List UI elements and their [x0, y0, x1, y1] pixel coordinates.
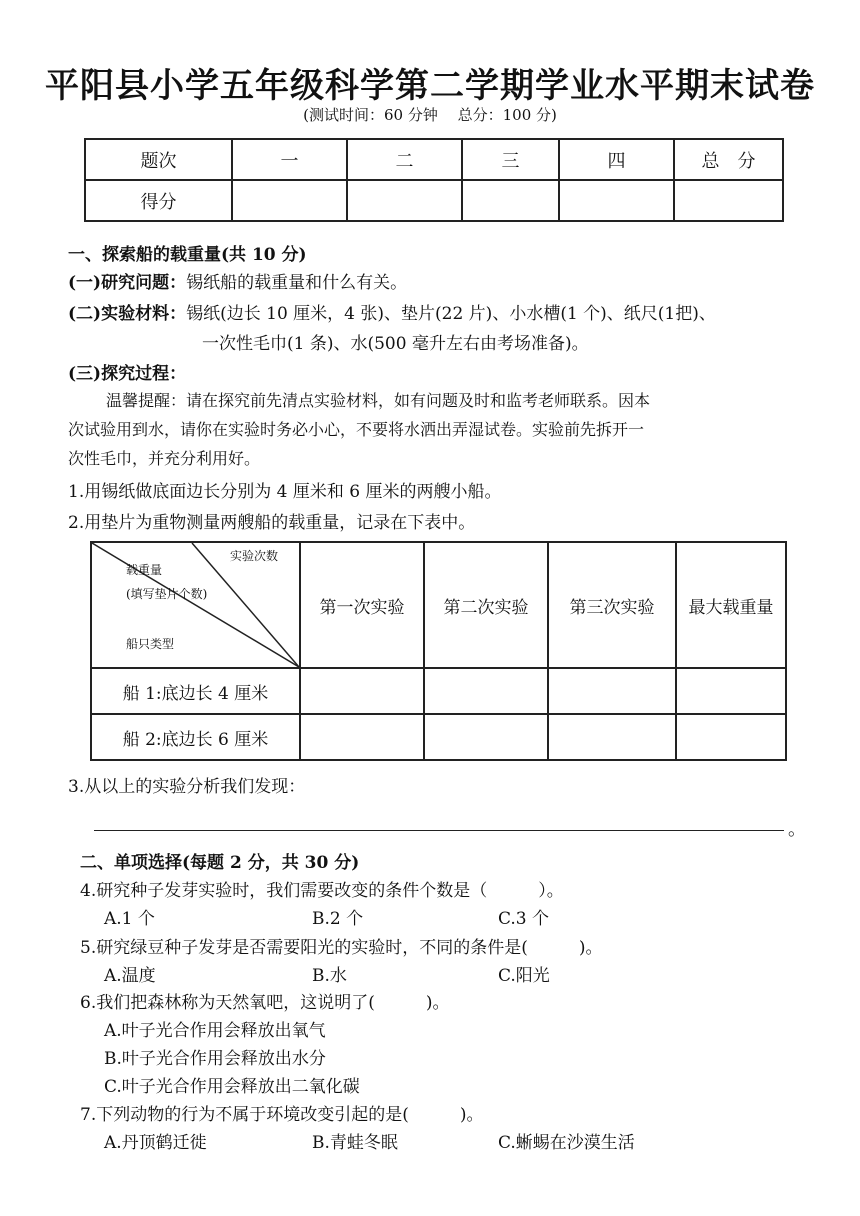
experiment-row [91, 714, 786, 760]
data-cell[interactable] [548, 668, 676, 714]
score-cell[interactable] [674, 180, 783, 221]
data-cell[interactable] [300, 668, 424, 714]
score-header-cell: 四 [559, 139, 674, 180]
q7-option-c[interactable]: C.蜥蜴在沙漠生活 [498, 1133, 635, 1153]
q6-option-a[interactable]: A.叶子光合作用会释放出氧气 [104, 1021, 326, 1041]
col-header: 第三次实验 [548, 542, 676, 668]
score-header-cell: 三 [462, 139, 559, 180]
data-cell[interactable] [676, 668, 786, 714]
diag-label-boat: 船只类型 [126, 637, 175, 651]
q7-option-a[interactable]: A.丹顶鹤迁徙 [104, 1133, 207, 1153]
experiment-header-row [91, 542, 786, 668]
q4-option-a[interactable]: A.1 个 [104, 909, 155, 929]
q6-option-b[interactable]: B.叶子光合作用会释放出水分 [104, 1049, 326, 1069]
exam-subtitle: (测试时间：60 分钟 总分：100 分) [303, 106, 557, 124]
score-cell[interactable] [347, 180, 462, 221]
q4-option-c[interactable]: C.3 个 [498, 909, 550, 929]
col-header: 第二次实验 [424, 542, 548, 668]
score-table [84, 138, 784, 222]
score-header-cell: 一 [232, 139, 347, 180]
q5-option-c[interactable]: C.阳光 [498, 966, 550, 986]
data-cell[interactable] [424, 668, 548, 714]
step-1: 1.用锡纸做底面边长分别为 4 厘米和 6 厘米的两艘小船。 [68, 482, 502, 502]
data-cell[interactable] [676, 714, 786, 760]
score-cell[interactable] [232, 180, 347, 221]
score-header-cell: 总 分 [674, 139, 783, 180]
q4-option-b[interactable]: B.2 个 [312, 909, 364, 929]
tip-line-3: 次性毛巾，并充分利用好。 [68, 449, 261, 468]
step-2: 2.用垫片为重物测量两艘船的载重量，记录在下表中。 [68, 513, 476, 533]
data-cell[interactable] [300, 714, 424, 760]
answer-end-mark: 。 [788, 819, 806, 840]
col-header: 最大载重量 [676, 542, 786, 668]
col-header: 第一次实验 [300, 542, 424, 668]
row-label: 船 1:底边长 4 厘米 [91, 668, 300, 714]
score-cell[interactable] [462, 180, 559, 221]
question-7: 7.下列动物的行为不属于环境改变引起的是( )。 [80, 1105, 484, 1125]
score-header-row [85, 139, 783, 180]
section2-heading: 二、单项选择(每题 2 分，共 30 分) [80, 853, 360, 873]
score-header-cell: 题次 [85, 139, 232, 180]
question-6: 6.我们把森林称为天然氧吧，这说明了( )。 [80, 993, 450, 1013]
score-header-cell: 二 [347, 139, 462, 180]
question-4: 4.研究种子发芽实验时，我们需要改变的条件个数是（ ）。 [80, 881, 564, 901]
step-3: 3.从以上的实验分析我们发现： [68, 777, 306, 797]
experiment-table [90, 541, 787, 761]
diag-label-fill: (填写垫片个数) [126, 587, 208, 601]
tip-line-2: 次试验用到水，请你在实验时务必小心，不要将水洒出弄湿试卷。实验前先拆开一 [68, 420, 645, 439]
diag-label-trials: 实验次数 [230, 549, 279, 563]
materials [68, 299, 716, 324]
exam-title: 平阳县小学五年级科学第二学期学业水平期末试卷 [45, 66, 815, 106]
diag-label-load: 载重量 [126, 563, 163, 577]
score-row-label: 得分 [85, 180, 232, 221]
q6-option-c[interactable]: C.叶子光合作用会释放出二氧化碳 [104, 1077, 360, 1097]
question-5: 5.研究绿豆种子发芽是否需要阳光的实验时，不同的条件是( )。 [80, 938, 603, 958]
answer-line[interactable] [94, 830, 784, 831]
q7-option-b[interactable]: B.青蛙冬眠 [312, 1133, 398, 1153]
data-cell[interactable] [424, 714, 548, 760]
diagonal-header-cell [91, 542, 300, 668]
data-cell[interactable] [548, 714, 676, 760]
materials-text-1: 锡纸(边长 10 厘米，4 张)、垫片(22 片)、小水槽(1 个)、纸尺(1把)、 [186, 304, 716, 324]
section1-heading: 一、探索船的载重量(共 10 分) [68, 245, 307, 265]
process-label: (三)探究过程： [68, 364, 187, 384]
experiment-row [91, 668, 786, 714]
materials-text-2: 一次性毛巾(1 条)、水(500 毫升左右由考场准备)。 [202, 334, 589, 354]
score-cell[interactable] [559, 180, 674, 221]
research-question-label: (一)研究问题： [68, 273, 187, 293]
row-label: 船 2:底边长 6 厘米 [91, 714, 300, 760]
research-question [68, 268, 407, 293]
research-question-text: 锡纸船的载重量和什么有关。 [186, 273, 408, 293]
q5-option-a[interactable]: A.温度 [104, 966, 156, 986]
q5-option-b[interactable]: B.水 [312, 966, 347, 986]
score-row [85, 180, 783, 221]
materials-label: (二)实验材料： [68, 304, 187, 324]
tip-line-1: 温馨提醒：请在探究前先清点实验材料，如有问题及时和监考老师联系。因本 [106, 391, 651, 410]
